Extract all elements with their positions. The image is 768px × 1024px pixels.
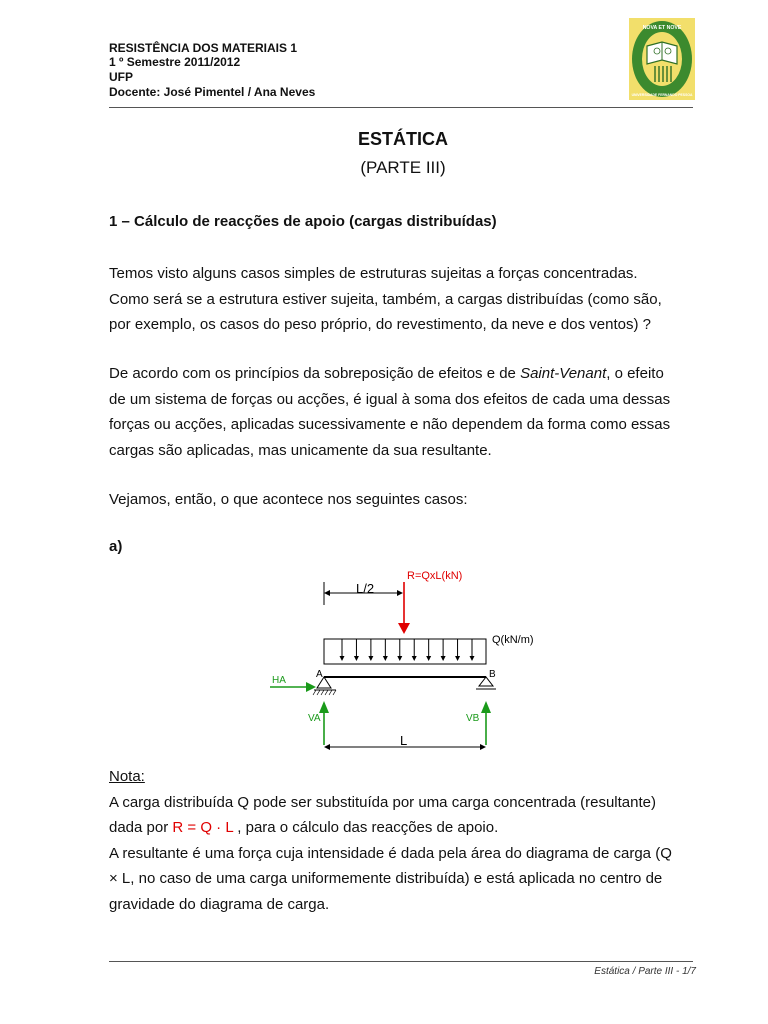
span-label: L <box>400 733 408 748</box>
resultant-label: R=QxL(kN) <box>407 570 463 582</box>
load-arrow-head <box>397 656 402 661</box>
paragraph-2-line-3: forças ou acções, aplicadas sucessivamente e não dependem da forma como essas <box>109 416 671 433</box>
paragraph-1-line-1: Temos visto alguns casos simples de estruturas sujeitas a forças concentradas. <box>109 265 638 282</box>
university-logo <box>629 18 695 100</box>
ha-label: HA <box>272 675 286 686</box>
half-span-label: L/2 <box>356 581 375 596</box>
reaction-vb <box>466 701 491 745</box>
load-arrow-head <box>368 656 373 661</box>
load-arrow-head <box>426 656 431 661</box>
va-label: VA <box>308 713 321 724</box>
load-arrow-head <box>470 656 475 661</box>
load-arrow-head <box>455 656 460 661</box>
paragraph-1-line-2: Como será se a estrutura estiver sujeita, também, a cargas distribuídas (como são, <box>109 290 662 308</box>
footer-rule <box>109 961 693 962</box>
load-arrow-head <box>383 656 388 661</box>
note-line-1: A carga distribuída Q pode ser substituída por uma carga concentrada (resultante) <box>109 793 656 811</box>
formula: R = Q · L <box>172 819 234 836</box>
note-heading: Nota: <box>109 768 145 785</box>
semester: 1 º Semestre 2011/2012 <box>109 55 241 69</box>
note <box>109 764 697 917</box>
load-label: Q(kN/m) <box>492 634 534 646</box>
paragraph-2-line-1: De acordo com os princípios da sobreposição de efeitos e de Saint-Venant, o efeito <box>109 365 664 382</box>
reaction-va <box>308 701 329 745</box>
resultant-force <box>398 570 462 634</box>
span-dimension <box>325 733 485 748</box>
note-line-4: × L, no caso de uma carga uniformemente distribuída) e está aplicada no centro de <box>109 870 663 887</box>
note-line-2: dada por R = Q · L , para o cálculo das reacções de apoio. <box>109 819 499 836</box>
section-heading: 1 – Cálculo de reacções de apoio (cargas distribuídas) <box>109 213 497 230</box>
page-title: ESTÁTICA <box>358 129 448 149</box>
reaction-ha <box>270 675 316 692</box>
paragraph-2 <box>109 361 697 463</box>
header-rule <box>109 107 693 108</box>
case-label: a) <box>109 538 123 555</box>
note-line-3: A resultante é uma força cuja intensidade é dada pela área do diagrama de carga (Q <box>109 844 672 862</box>
institution: UFP <box>109 70 133 84</box>
page-subtitle: (PARTE III) <box>360 158 446 177</box>
page-footer: Estática / Parte III - 1/7 <box>594 966 696 977</box>
paragraph-1 <box>109 261 697 338</box>
note-line-5: gravidade do diagrama de carga. <box>109 895 330 913</box>
load-arrow-head <box>412 656 417 661</box>
paragraph-2-line-4: cargas são aplicadas, mas unicamente da sua resultante. <box>109 441 492 459</box>
logo-ring-text: UNIVERSIDADE FERNANDO PESSOA <box>631 93 693 97</box>
paragraph-3: Vejamos, então, o que acontece nos seguintes casos: <box>109 491 468 508</box>
distributed-load <box>324 634 534 664</box>
load-arrow-head <box>340 656 345 661</box>
load-arrow-head <box>441 656 446 661</box>
support-a-label: A <box>316 669 323 680</box>
course-title: RESISTÊNCIA DOS MATERIAIS 1 <box>109 41 298 55</box>
support-b-label: B <box>489 669 496 680</box>
logo-top-text: NOVA ET NOVE <box>642 25 682 31</box>
paragraph-1-line-3: por exemplo, os casos do peso próprio, do revestimento, da neve e dos ventos) ? <box>109 316 651 333</box>
teachers: Docente: José Pimentel / Ana Neves <box>109 85 316 99</box>
beam-diagram <box>260 565 550 765</box>
paragraph-2-line-2: de um sistema de forças ou acções, é igual à soma dos efeitos de cada uma dessas <box>109 390 671 408</box>
half-span-dimension <box>324 581 402 605</box>
saint-venant: Saint-Venant <box>520 365 607 382</box>
load-arrow-head <box>354 656 359 661</box>
vb-label: VB <box>466 713 480 724</box>
